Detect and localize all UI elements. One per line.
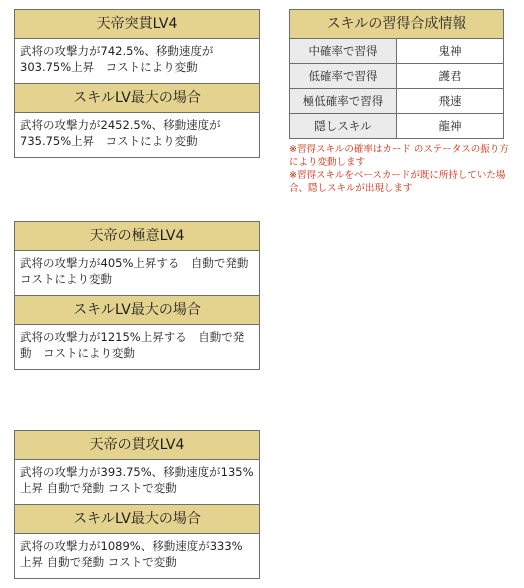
rate-label: 極低確率で習得 (290, 89, 397, 114)
skill-table-3 (14, 430, 260, 579)
table-row (290, 64, 504, 89)
max-level-header: スキルLV最大の場合 (15, 505, 260, 534)
skill-title: 天帝突貫LV4 (15, 10, 260, 39)
table-row (290, 39, 504, 64)
skill-title: 天帝の極意LV4 (15, 222, 260, 251)
card-name: 龍神 (397, 114, 504, 139)
rate-label: 低確率で習得 (290, 64, 397, 89)
synthesis-notes (289, 143, 517, 195)
skill-table-1 (14, 9, 260, 158)
table-row (290, 89, 504, 114)
synthesis-title: スキルの習得合成情報 (290, 10, 504, 39)
synthesis-info-table (289, 9, 504, 139)
rate-label: 中確率で習得 (290, 39, 397, 64)
skill-description: 武将の攻撃力が405%上昇する 自動で発動 コストにより変動 (15, 251, 260, 296)
max-level-header: スキルLV最大の場合 (15, 296, 260, 325)
skill-table-2 (14, 221, 260, 370)
max-level-description: 武将の攻撃力が1215%上昇する 自動で発動 コストにより変動 (15, 325, 260, 370)
max-level-description: 武将の攻撃力が1089%、移動速度が333%上昇 自動で発動 コストで変動 (15, 534, 260, 579)
card-name: 鬼神 (397, 39, 504, 64)
skill-description: 武将の攻撃力が393.75%、移動速度が135%上昇 自動で発動 コストで変動 (15, 460, 260, 505)
note-hidden-skill: ※習得スキルをベースカードが既に所持していた場合、隠しスキルが出現します (289, 170, 506, 194)
skill-title: 天帝の貫攻LV4 (15, 431, 260, 460)
rate-label: 隠しスキル (290, 114, 397, 139)
card-name: 飛速 (397, 89, 504, 114)
skill-description: 武将の攻撃力が742.5%、移動速度が303.75%上昇 コストにより変動 (15, 39, 260, 84)
table-row (290, 114, 504, 139)
max-level-description: 武将の攻撃力が2452.5%、移動速度が735.75%上昇 コストにより変動 (15, 113, 260, 158)
max-level-header: スキルLV最大の場合 (15, 84, 260, 113)
note-probability: ※習得スキルの確率はカード のステータスの振り方により変動します (289, 144, 509, 168)
card-name: 護君 (397, 64, 504, 89)
